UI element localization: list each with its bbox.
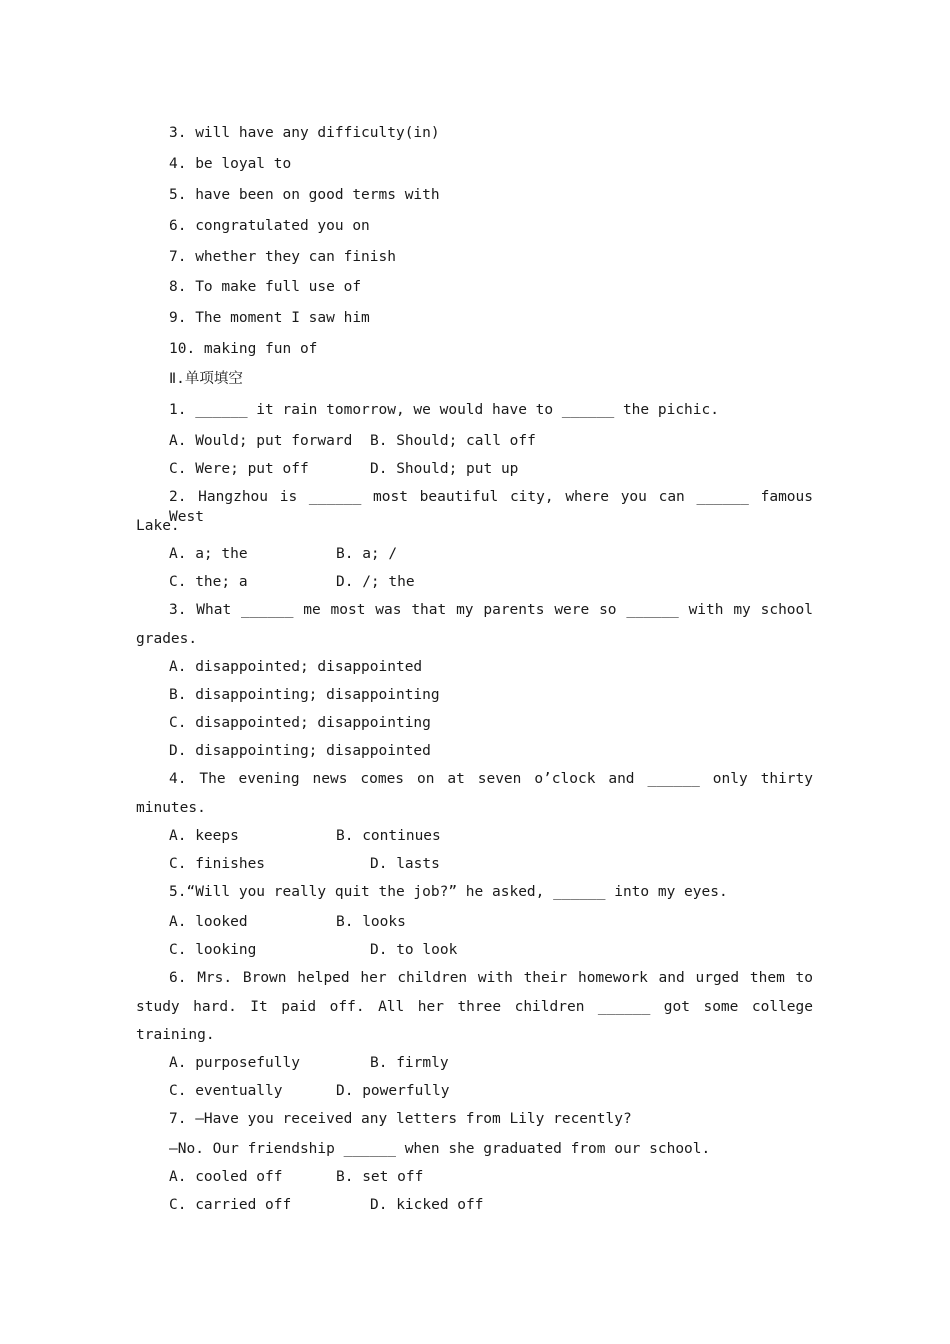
- option-d: D. /; the: [336, 574, 415, 590]
- option-a: A. disappointed; disappointed: [169, 659, 423, 675]
- option-c: C. the; a: [169, 574, 248, 590]
- option-c: C. carried off: [169, 1197, 292, 1213]
- option-c: C. eventually: [169, 1083, 283, 1099]
- question-stem: 3. What ______ me most was that my parents were so ______ with my school: [169, 602, 813, 618]
- option-a: A. keeps: [169, 828, 239, 844]
- question-stem-cont: grades.: [136, 631, 198, 647]
- question-stem-cont: minutes.: [136, 800, 206, 816]
- option-b: B. firmly: [370, 1055, 449, 1071]
- question-stem: 1. ______ it rain tomorrow, we would have to ______ the pichic.: [169, 402, 719, 418]
- question-stem-cont: training.: [136, 1027, 215, 1043]
- option-c: C. finishes: [169, 856, 266, 872]
- question-stem: 4. The evening news comes on at seven o’clock and ______ only thirty: [169, 771, 813, 787]
- answer-line: 5. have been on good terms with: [169, 187, 440, 203]
- option-d: D. disappointing; disappointed: [169, 743, 431, 759]
- option-c: C. disappointed; disappointing: [169, 715, 431, 731]
- option-a: A. looked: [169, 914, 248, 930]
- option-b: B. set off: [336, 1169, 424, 1185]
- option-a: A. purposefully: [169, 1055, 300, 1071]
- question-stem-cont: —No. Our friendship ______ when she graduated from our school.: [169, 1141, 711, 1157]
- answer-line: 8. To make full use of: [169, 279, 362, 295]
- option-d: D. lasts: [370, 856, 440, 872]
- option-d: D. kicked off: [370, 1197, 484, 1213]
- answer-line: 6. congratulated you on: [169, 218, 370, 234]
- option-b: B. a; /: [336, 546, 398, 562]
- option-c: C. Were; put off: [169, 461, 309, 477]
- option-d: D. to look: [370, 942, 458, 958]
- question-stem: 2. Hangzhou is ______ most beautiful city, where you can ______ famous West: [169, 489, 813, 525]
- question-stem: 7. —Have you received any letters from Lily recently?: [169, 1111, 632, 1127]
- question-stem-cont: Lake.: [136, 518, 180, 534]
- option-b: B. disappointing; disappointing: [169, 687, 440, 703]
- answer-line: 10. making fun of: [169, 341, 318, 357]
- option-d: D. powerfully: [336, 1083, 450, 1099]
- option-b: B. looks: [336, 914, 406, 930]
- option-c: C. looking: [169, 942, 257, 958]
- answer-line: 7. whether they can finish: [169, 249, 396, 265]
- answer-line: 4. be loyal to: [169, 156, 292, 172]
- option-a: A. Would; put forward: [169, 433, 353, 449]
- question-stem: 5.“Will you really quit the job?” he asked, ______ into my eyes.: [169, 884, 728, 900]
- question-stem-cont: study hard. It paid off. All her three children ______ got some college: [136, 999, 813, 1015]
- option-d: D. Should; put up: [370, 461, 519, 477]
- option-a: A. cooled off: [169, 1169, 283, 1185]
- answer-line: 9. The moment I saw him: [169, 310, 370, 326]
- option-b: B. Should; call off: [370, 433, 536, 449]
- option-b: B. continues: [336, 828, 441, 844]
- section-title: Ⅱ.单项填空: [169, 371, 243, 387]
- answer-line: 3. will have any difficulty(in): [169, 125, 440, 141]
- option-a: A. a; the: [169, 546, 248, 562]
- question-stem: 6. Mrs. Brown helped her children with their homework and urged them to: [169, 970, 813, 986]
